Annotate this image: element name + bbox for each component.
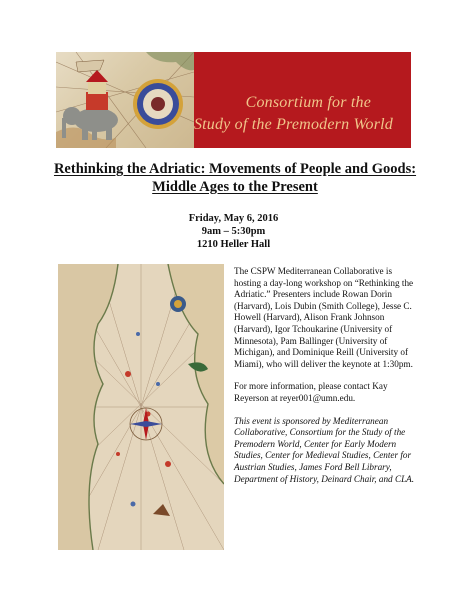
event-description-column <box>234 266 420 496</box>
org-name-line1: Consortium for the <box>245 94 371 111</box>
event-title-line2: Middle Ages to the Present <box>152 179 318 195</box>
event-title-line1: Rethinking the Adriatic: Movements of People and Goods: <box>53 161 417 177</box>
header-banner <box>56 52 411 148</box>
org-name-line2: Study of the Premodern World <box>193 116 393 133</box>
portolan-map-image <box>58 264 224 550</box>
sponsors-note: This event is sponsored by Mediterranean Collaborative, Consortium for the Study of the Premodern World, Center for Early Modern Studies, Center for Medieval Studies, Center for Austrian Studies, James Ford Bell Library, Department of History, Deinard Chair, and CLA. <box>234 415 415 484</box>
map-illustration <box>56 52 194 148</box>
event-time: 9am – 5:30pm <box>201 226 266 237</box>
event-description: The CSPW Mediterranean Collaborative is hosting a day-long workshop on “Rethinking the Adriatic.” Presenters include Rowan Dorin (Harvard), Lois Dubin (Smith College), Jesse C. Howell (Harvard), Alison Frank Johnson (Harvard), Igor Tchoukarine (University of Minnesota), Pam Ballinger (University of Michigan), and Dominique Reill (University of Miami), who will deliver the keynote at 1:30pm. <box>234 266 414 369</box>
contact-info: For more information, please contact Kay Reyerson at reyer001@umn.edu. <box>234 381 388 403</box>
event-details <box>0 212 467 251</box>
banner-map-illustration <box>56 52 194 148</box>
event-date: Friday, May 6, 2016 <box>188 213 279 224</box>
event-location: 1210 Heller Hall <box>196 239 271 250</box>
banner-title-panel <box>194 52 411 148</box>
map-image <box>58 264 224 550</box>
event-title <box>40 160 430 196</box>
